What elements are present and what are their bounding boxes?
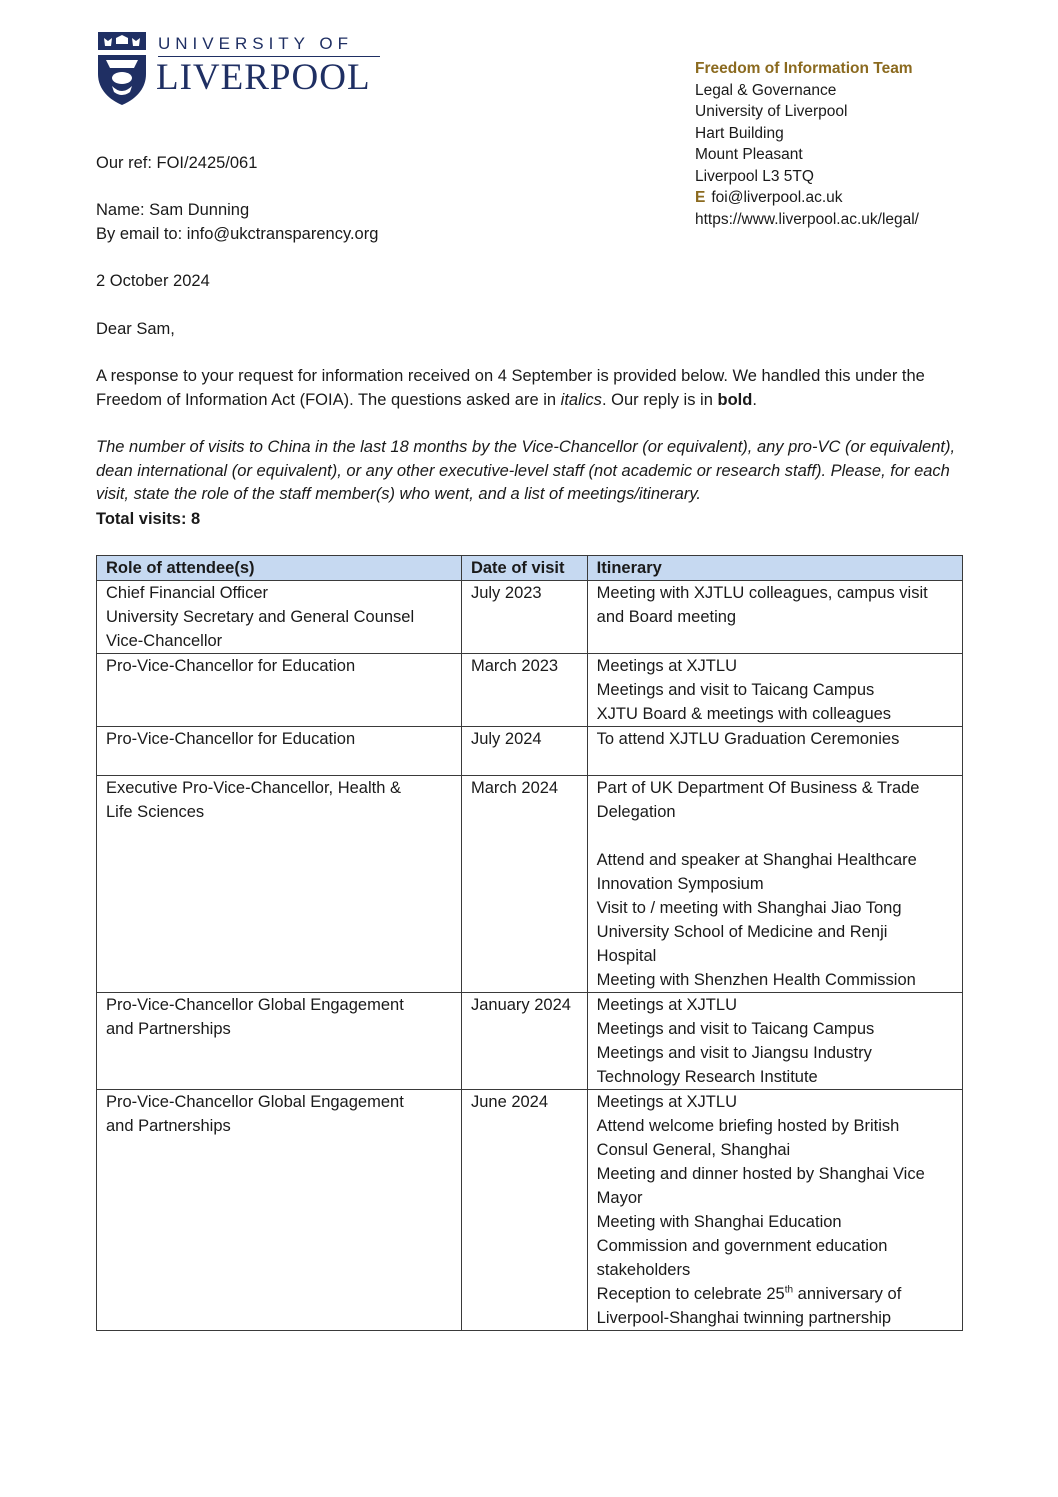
- salutation: Dear Sam,: [96, 320, 175, 338]
- visits-table: [96, 555, 963, 1331]
- date-cell: July 2023: [461, 581, 587, 654]
- date-cell: March 2023: [461, 654, 587, 727]
- contact-line: Mount Pleasant: [695, 146, 803, 163]
- column-header-date: Date of visit: [461, 556, 587, 581]
- reference-line: Our ref: FOI/2425/061: [96, 154, 258, 172]
- itinerary-cell: Meetings at XJTLU Meetings and visit to Taicang Campus XJTU Board & meetings with colleagues: [587, 654, 962, 727]
- role-cell: Chief Financial Officer University Secretary and General Counsel Vice-Chancellor: [97, 581, 462, 654]
- role-cell: Executive Pro-Vice-Chancellor, Health & Life Sciences: [97, 776, 462, 993]
- date-cell: January 2024: [461, 993, 587, 1090]
- table-row: [97, 1090, 963, 1331]
- contact-email-row: [695, 187, 919, 209]
- contact-block: [695, 58, 919, 230]
- itinerary-cell: Part of UK Department Of Business & Trade Delegation Attend and speaker at Shanghai Healthcare Innovation Symposium Visit to / meeting with Shanghai Jiao Tong University School of Medicine and Renji Hospital Meeting with Shenzhen Health Commission: [587, 776, 962, 993]
- itinerary-cell: Meetings at XJTLU Meetings and visit to Taicang Campus Meetings and visit to Jiangsu Industry Technology Research Institute: [587, 993, 962, 1090]
- role-cell: Pro-Vice-Chancellor for Education: [97, 654, 462, 727]
- table-header-row: [97, 556, 963, 581]
- contact-line: Hart Building: [695, 124, 784, 142]
- role-cell: Pro-Vice-Chancellor Global Engagement and Partnerships: [97, 993, 462, 1090]
- itinerary-cell: Meetings at XJTLU Attend welcome briefing hosted by British Consul General, Shanghai Meeting and dinner hosted by Shanghai Vice Mayor Meeting with Shanghai Education Commission and government education stakeholders Reception to celebrate 25th anniversary of Liverpool-Shanghai twinning partnership: [587, 1090, 962, 1331]
- contact-email-link[interactable]: foi@liverpool.ac.uk: [711, 189, 843, 206]
- contact-line: Legal & Governance: [695, 81, 837, 99]
- email-label: E: [695, 189, 706, 206]
- question-paragraph: The number of visits to China in the last 18 months by the Vice-Chancellor (or equivalent), any pro-VC (or equivalent), dean international (or equivalent), or any other executive-level staff (not academic or research staff). Please, for each visit, state the role of the staff member(s) who went, and a list of meetings/itinerary.: [96, 438, 956, 503]
- contact-website-link[interactable]: https://www.liverpool.ac.uk/legal/: [695, 210, 919, 228]
- table-row: [97, 654, 963, 727]
- university-logo: [96, 30, 386, 106]
- column-header-role: Role of attendee(s): [97, 556, 462, 581]
- total-visits: Total visits: 8: [96, 510, 201, 528]
- recipient-name: Name: Sam Dunning: [96, 201, 250, 219]
- contact-line: Liverpool L3 5TQ: [695, 167, 814, 185]
- letter-date: 2 October 2024: [96, 272, 210, 290]
- role-cell: Pro-Vice-Chancellor Global Engagement and Partnerships: [97, 1090, 462, 1331]
- itinerary-cell: Meeting with XJTLU colleagues, campus visit and Board meeting: [587, 581, 962, 654]
- contact-line: University of Liverpool: [695, 103, 848, 120]
- university-crest-icon: [96, 30, 148, 106]
- intro-paragraph: A response to your request for information received on 4 September is provided below. We handled this under the Freedom of Information Act (FOIA). The questions asked are in italics. Our reply is in bold.: [96, 367, 925, 409]
- table-row: [97, 776, 963, 993]
- date-cell: June 2024: [461, 1090, 587, 1331]
- date-cell: March 2024: [461, 776, 587, 993]
- table-row: [97, 727, 963, 776]
- table-row: [97, 581, 963, 654]
- table-row: [97, 993, 963, 1090]
- logo-text-line1: UNIVERSITY OF: [158, 34, 354, 53]
- column-header-itinerary: Itinerary: [587, 556, 962, 581]
- role-cell: Pro-Vice-Chancellor for Education: [97, 727, 462, 776]
- logo-text-line2: LIVERPOOL: [156, 57, 371, 98]
- recipient-email: By email to: info@ukctransparency.org: [96, 225, 379, 243]
- contact-team: Freedom of Information Team: [695, 60, 913, 77]
- itinerary-cell: To attend XJTLU Graduation Ceremonies: [587, 727, 962, 776]
- date-cell: July 2024: [461, 727, 587, 776]
